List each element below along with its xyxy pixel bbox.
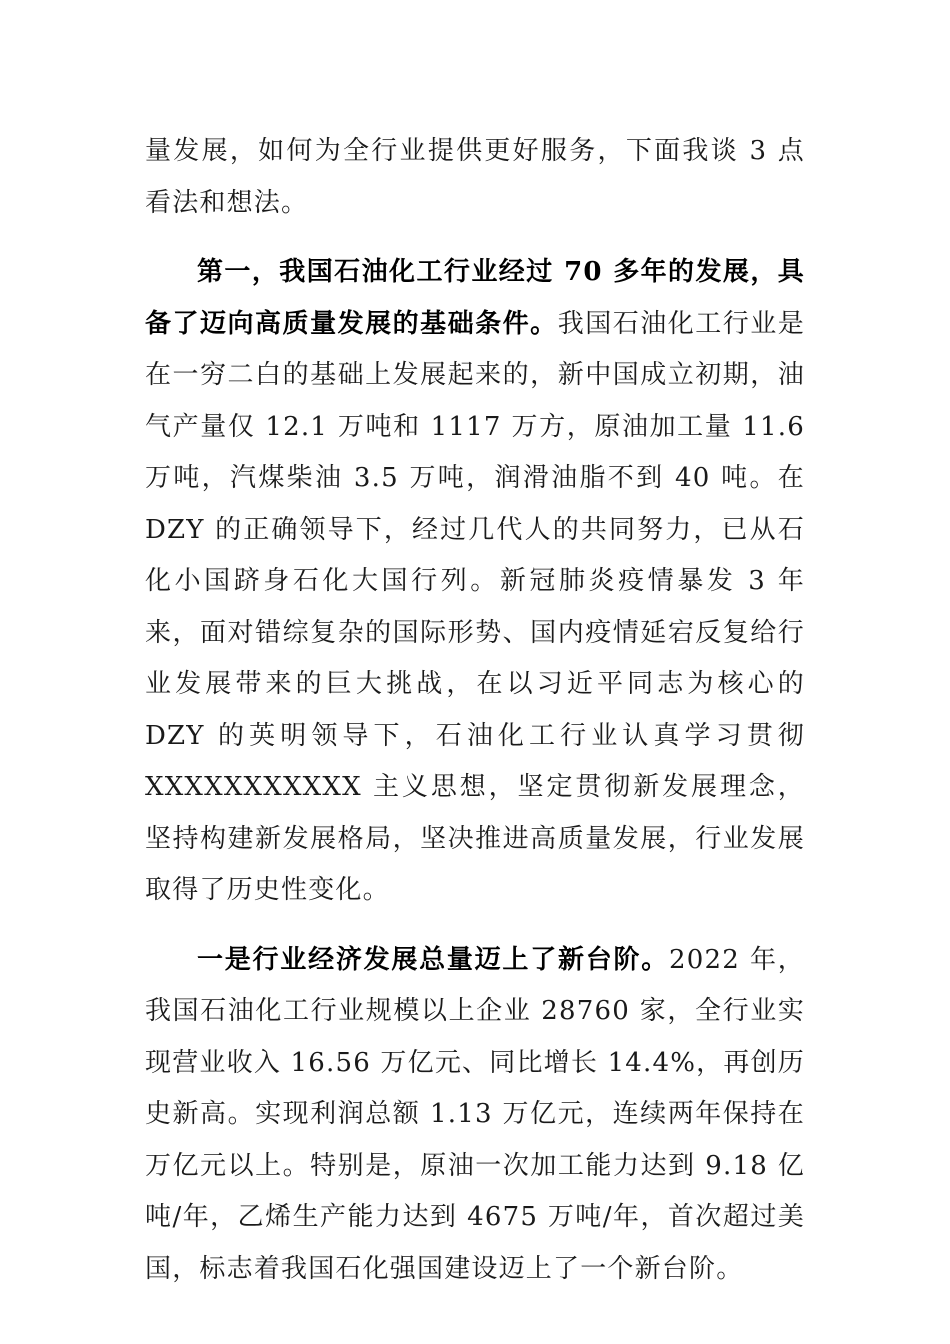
paragraph-lead: 一是行业经济发展总量迈上了新台阶。	[197, 944, 670, 975]
paragraph-point-one	[145, 935, 805, 1296]
paragraph-lead: 第一，我国石油化工行业经过 70 多年的发展，具备了迈向高质量发展的基础条件。	[145, 257, 805, 339]
paragraph-text: 量发展，如何为全行业提供更好服务，下面我谈 3 点看法和想法。	[145, 136, 805, 218]
paragraph-text: 我国石油化工行业是在一穷二白的基础上发展起来的，新中国成立初期，油气产量仅 12.1 万吨和 1117 万方，原油加工量 11.6 万吨，汽煤柴油 3.5 万吨，润滑油脂不到 40 吨。在 DZY 的正确领导下，经过几代人的共同努力，已从石化小国跻身石化大国行列。新冠肺炎疫情暴发 3 年来，面对错综复杂的国际形势、国内疫情延宕反复给行业发展带来的巨大挑战，在以习近平同志为核心的 DZY 的英明领导下，石油化工行业认真学习贯彻 XXXXXXXXXXX 主义思想，坚定贯彻新发展理念，坚持构建新发展格局，坚决推进高质量发展，行业发展取得了历史性变化。	[145, 308, 805, 905]
document-page	[145, 126, 805, 1295]
paragraph-text: 2022 年，我国石油化工行业规模以上企业 28760 家，全行业实现营业收入 16.56 万亿元、同比增长 14.4%，再创历史新高。实现利润总额 1.13 万亿元，连续两年保持在万亿元以上。特别是，原油一次加工能力达到 9.18 亿吨/年，乙烯生产能力达到 4675 万吨/年，首次超过美国，标志着我国石化强国建设迈上了一个新台阶。	[145, 944, 805, 1284]
paragraph-section-one	[145, 247, 805, 917]
paragraph-continuation	[145, 126, 805, 229]
